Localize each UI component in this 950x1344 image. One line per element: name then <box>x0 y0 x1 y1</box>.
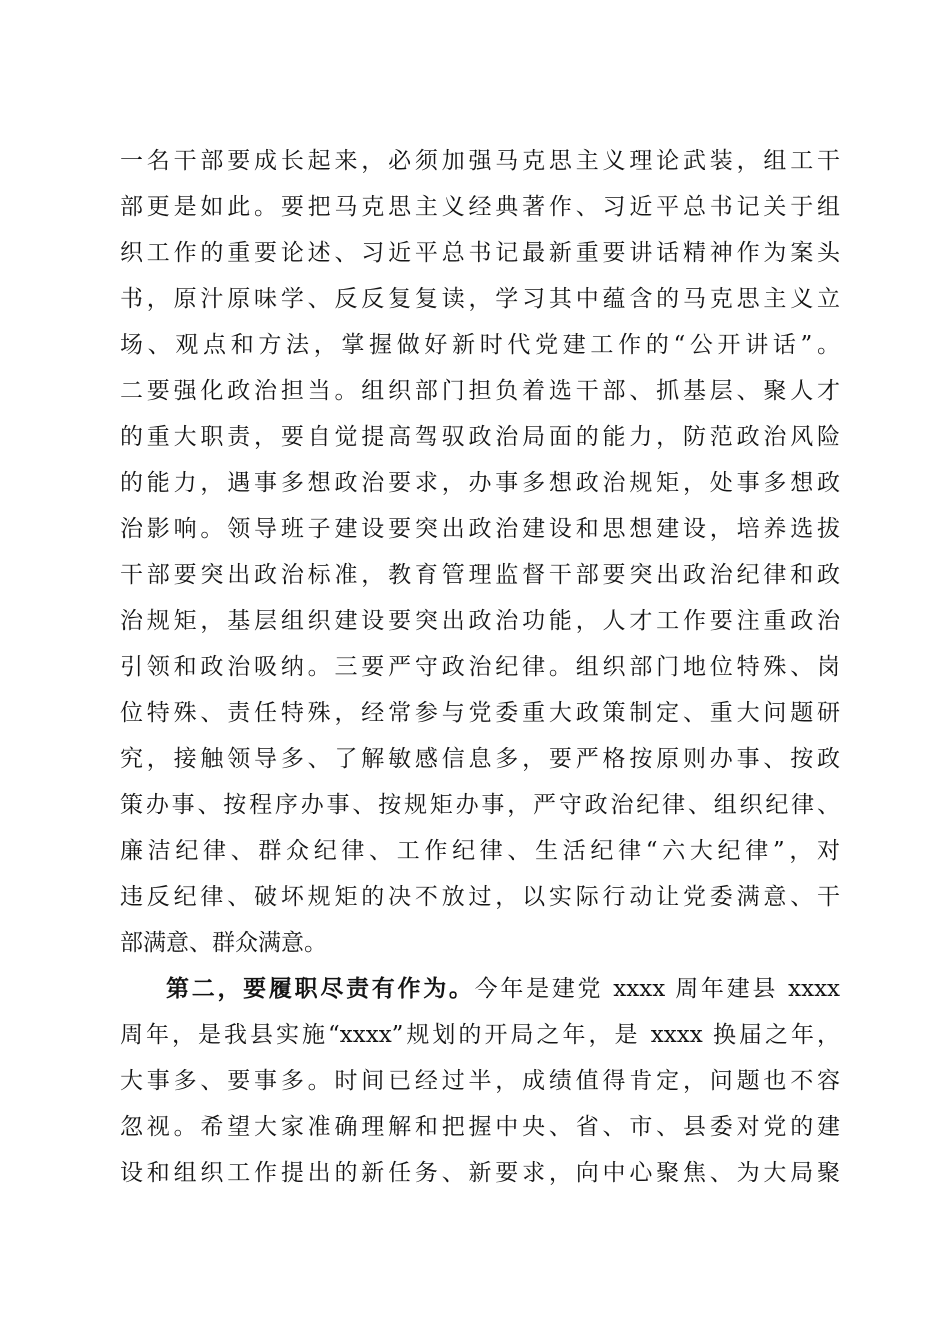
text-line: 的能力，遇事多想政治要求，办事多想政治规矩，处事多想政 <box>120 470 840 496</box>
text-line-rest: 今年是建党 xxxx 周年建县 xxxx <box>474 976 841 1002</box>
text-line-first <box>166 969 840 1009</box>
text-line: 织工作的重要论述、习近平总书记最新重要讲话精神作为案头 <box>120 240 840 266</box>
text-line: 部更是如此。要把马克思主义经典著作、习近平总书记关于组 <box>120 194 840 220</box>
text-line: 书，原汁原味学、反反复复读，学习其中蕴含的马克思主义立 <box>120 286 840 312</box>
text-line: 场、观点和方法，掌握做好新时代党建工作的“公开讲话”。 <box>120 332 840 358</box>
text-line: 一名干部要成长起来，必须加强马克思主义理论武装，组工干 <box>120 148 840 174</box>
text-line: 部满意、群众满意。 <box>120 930 327 956</box>
text-line: 廉洁纪律、群众纪律、工作纪律、生活纪律“六大纪律”，对 <box>120 838 840 864</box>
text-line: 违反纪律、破坏规矩的决不放过，以实际行动让党委满意、干 <box>120 884 840 910</box>
text-line: 治影响。领导班子建设要突出政治建设和思想建设，培养选拔 <box>120 516 840 542</box>
text-line: 的重大职责，要自觉提高驾驭政治局面的能力，防范政治风险 <box>120 424 840 450</box>
text-line: 位特殊、责任特殊，经常参与党委重大政策制定、重大问题研 <box>120 700 840 726</box>
text-line: 二要强化政治担当。组织部门担负着选干部、抓基层、聚人才 <box>120 378 840 404</box>
text-line: 引领和政治吸纳。三要严守政治纪律。组织部门地位特殊、岗 <box>120 654 840 680</box>
text-line: 设和组织工作提出的新任务、新要求，向中心聚焦、为大局聚 <box>120 1160 840 1186</box>
text-line: 忽视。希望大家准确理解和把握中央、省、市、县委对党的建 <box>120 1114 840 1140</box>
section-heading: 第二，要履职尽责有作为。 <box>166 975 475 1002</box>
text-line: 周年，是我县实施“xxxx”规划的开局之年，是 xxxx 换届之年， <box>120 1022 840 1048</box>
text-line: 干部要突出政治标准，教育管理监督干部要突出政治纪律和政 <box>120 562 840 588</box>
text-line: 究，接触领导多、了解敏感信息多，要严格按原则办事、按政 <box>120 746 840 772</box>
text-line: 大事多、要事多。时间已经过半，成绩值得肯定，问题也不容 <box>120 1068 840 1094</box>
text-line: 治规矩，基层组织建设要突出政治功能，人才工作要注重政治 <box>120 608 840 634</box>
text-line: 策办事、按程序办事、按规矩办事，严守政治纪律、组织纪律、 <box>120 792 840 818</box>
